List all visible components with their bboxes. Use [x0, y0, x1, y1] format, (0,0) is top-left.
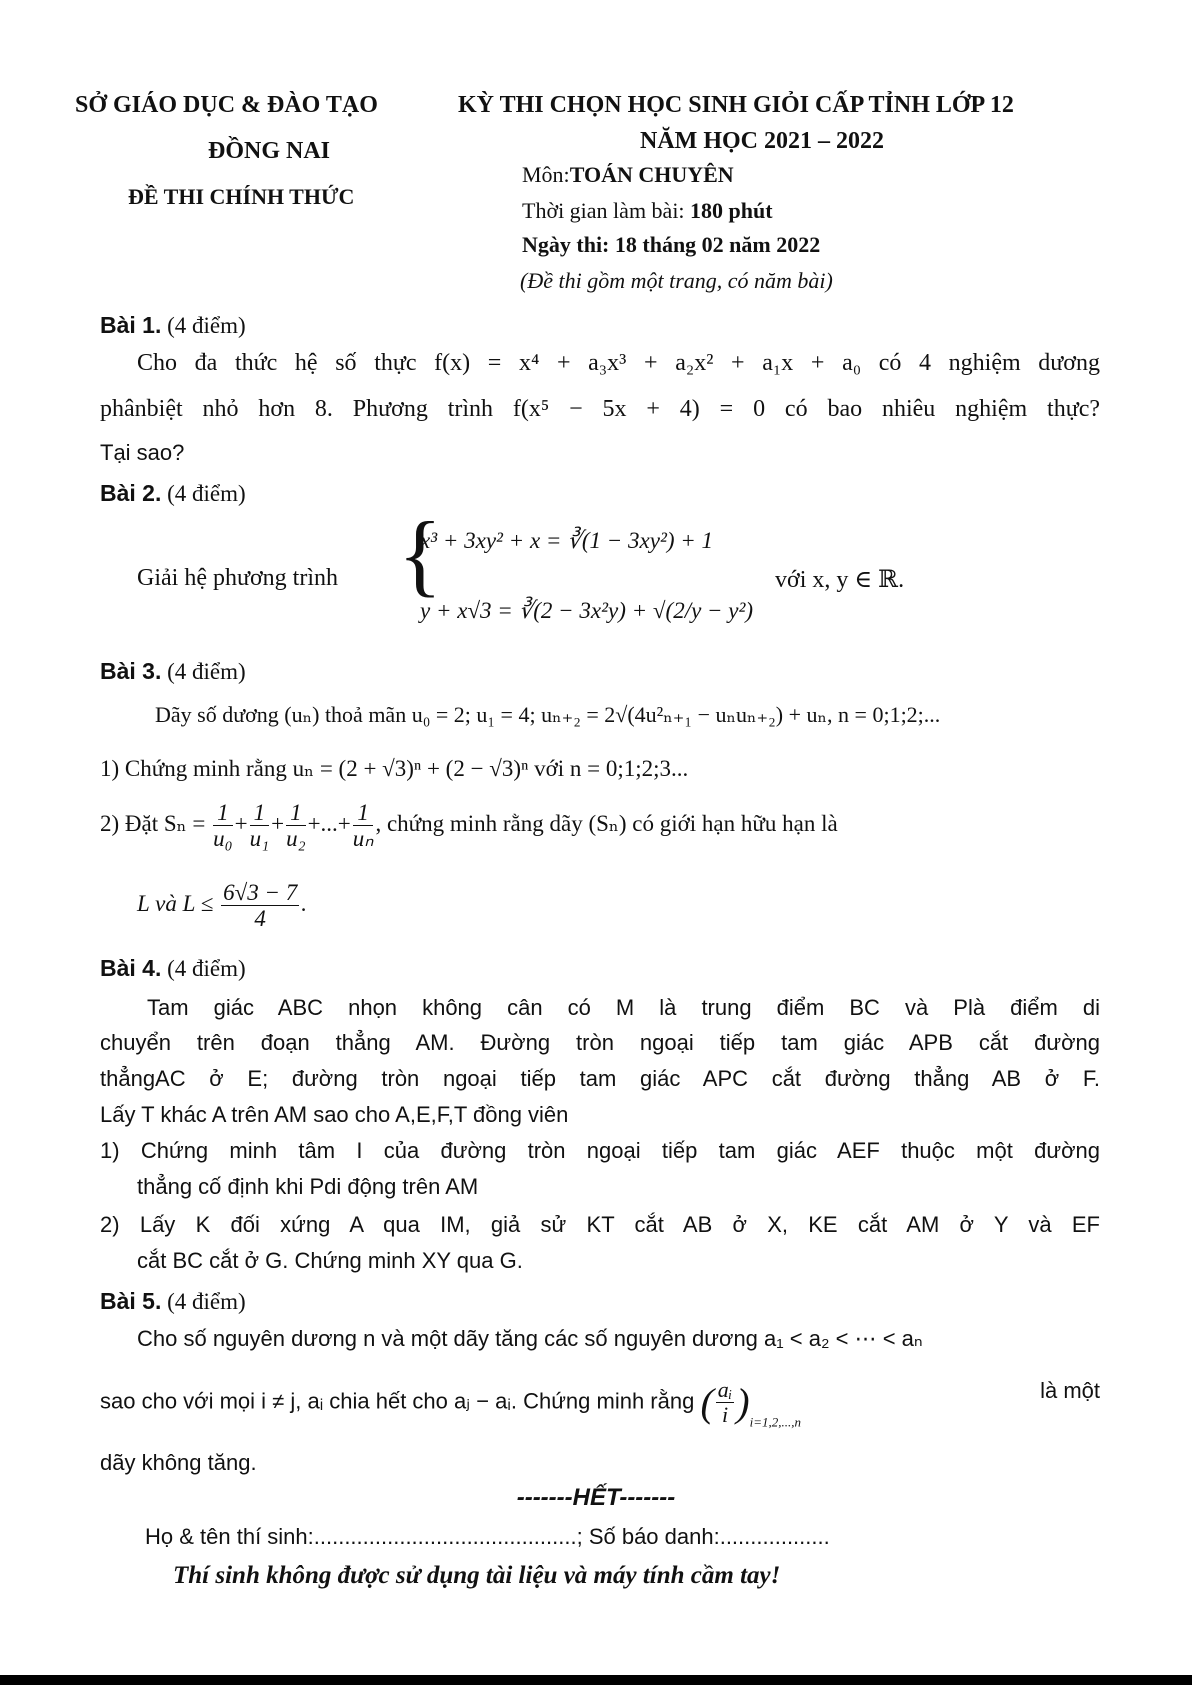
time-label: Thời gian làm bài: — [522, 198, 691, 223]
limit-fraction-num: 6√3 − 7 — [223, 880, 298, 905]
candidate-info-line: Họ & tên thí sinh:...........................................; Số báo danh:.................. — [145, 1524, 830, 1549]
ratio-subscript: i=1,2,...,n — [749, 1414, 801, 1430]
fraction-4-num: 1 — [353, 800, 374, 826]
problem-5-points: (4 điểm) — [167, 1289, 246, 1314]
problem-4-label: Bài 4. — [100, 955, 162, 981]
school-year: NĂM HỌC 2021 – 2022 — [640, 128, 884, 154]
end-marker: -------HẾT------- — [516, 1484, 676, 1511]
problem-3-sum-label: 2) Đặt Sₙ = — [100, 811, 206, 837]
fraction-3 — [286, 800, 306, 852]
problem-3-title — [100, 658, 246, 685]
problem-3-label: Bài 3. — [100, 658, 162, 684]
problem-4-line-1: Tam giác ABC nhọn không cân có M là trung điểm BC và Plà điểm di — [147, 995, 1100, 1020]
fraction-1-den: u₀ — [213, 826, 233, 852]
subject-name: TOÁN CHUYÊN — [569, 162, 734, 187]
problem-2-label: Bài 2. — [100, 480, 162, 506]
fraction-2 — [250, 800, 270, 852]
problem-1-title — [100, 312, 246, 339]
problem-3-points: (4 điểm) — [167, 659, 246, 684]
problem-2-equation-1: x³ + 3xy² + x = ∛(1 − 3xy²) + 1 — [420, 528, 714, 553]
problem-2-tail: với x, y ∈ ℝ. — [775, 567, 905, 593]
subject-label: Môn: — [522, 162, 570, 187]
problem-3-line-1: Dãy số dương (uₙ) thoả mãn u₀ = 2; u₁ = 4; uₙ₊₂ = 2√(4u²ₙ₊₁ − uₙuₙ₊₂) + uₙ, n = 0;1;2;... — [155, 702, 941, 727]
fraction-3-den: u₂ — [286, 826, 306, 852]
right-paren: ) — [736, 1380, 750, 1426]
fraction-3-num: 1 — [286, 800, 306, 826]
problem-2-equation-2: y + x√3 = ∛(2 − 3x²y) + √(2/y − y²) — [420, 598, 754, 623]
limit-fraction — [221, 880, 299, 932]
system-brace: { — [398, 503, 443, 605]
problem-5-label: Bài 5. — [100, 1288, 162, 1314]
exam-note: (Đề thi gồm một trang, có năm bài) — [520, 268, 833, 293]
problem-1-points: (4 điểm) — [167, 313, 246, 338]
ratio-den: i — [721, 1402, 729, 1428]
bottom-bar — [0, 1675, 1192, 1685]
problem-5-line-2-tail: là một — [1040, 1378, 1100, 1403]
problem-2-title — [100, 480, 246, 507]
problem-2-points: (4 điểm) — [167, 481, 246, 506]
fraction-2-den: u₁ — [249, 826, 270, 852]
problem-1-label: Bài 1. — [100, 312, 162, 338]
problem-4-line-4: Lấy T khác A trên AM sao cho A,E,F,T đồng viên — [100, 1102, 569, 1127]
fraction-1-num: 1 — [213, 800, 233, 826]
problem-2-intro: Giải hệ phương trình — [137, 565, 338, 591]
problem-5-title — [100, 1288, 246, 1315]
fraction-1 — [213, 800, 233, 852]
problem-4-line-5: 1) Chứng minh tâm I của đường tròn ngoại tiếp tam giác AEF thuộc một đường — [100, 1138, 1100, 1163]
time-value: 180 phút — [690, 198, 773, 223]
fraction-4-den: uₙ — [352, 826, 374, 852]
problem-4-line-2: chuyển trên đoạn thẳng AM. Đường tròn ngoại tiếp tam giác APB cắt đường — [100, 1030, 1100, 1055]
problem-5-line-2-text: sao cho với mọi i ≠ j, aᵢ chia hết cho aⱼ − aᵢ. Chứng minh rằng — [100, 1388, 695, 1414]
problem-5-line-2 — [100, 1378, 1100, 1431]
problem-5-line-1: Cho số nguyên dương n và một dãy tăng các số nguyên dương a₁ < a₂ < ⋯ < aₙ — [137, 1326, 923, 1351]
exam-date: Ngày thi: 18 tháng 02 năm 2022 — [522, 232, 821, 257]
time-line — [522, 198, 773, 224]
problem-4-line-8: cắt BC cắt ở G. Chứng minh XY qua G. — [137, 1248, 523, 1273]
problem-1-line-2: phânbiệt nhỏ hơn 8. Phương trình f(x⁵ − 5x + 4) = 0 có bao nhiêu nghiệm thực? — [100, 396, 1100, 422]
problem-1-line-1: Cho đa thức hệ số thực f(x) = x⁴ + a₃x³ + a₂x² + a₁x + a₀ có 4 nghiệm dương — [137, 350, 1100, 376]
problem-4-line-7: 2) Lấy K đối xứng A qua IM, giả sử KT cắt AB ở X, KE cắt AM ở Y và EF — [100, 1212, 1100, 1237]
problem-4-points: (4 điểm) — [167, 956, 246, 981]
problem-4-line-6: thẳng cố định khi Pdi động trên AM — [137, 1174, 479, 1199]
department-line1: SỞ GIÁO DỤC & ĐÀO TẠO — [75, 92, 378, 118]
fraction-2-num: 1 — [250, 800, 270, 826]
official-exam-label: ĐỀ THI CHÍNH THỨC — [128, 184, 355, 209]
left-paren: ( — [700, 1380, 714, 1426]
subject-line — [522, 162, 734, 188]
problem-4-line-3: thẳngAC ở E; đường tròn ngoại tiếp tam giác APC cắt đường thẳng AB ở F. — [100, 1066, 1100, 1091]
ratio-num: aᵢ — [717, 1377, 733, 1402]
problem-1-line-3: Tại sao? — [100, 440, 185, 465]
problem-3-line-3-tail: , chứng minh rằng dãy (Sₙ) có giới hạn hữu hạn là — [375, 811, 838, 837]
ratio-fraction — [716, 1378, 734, 1427]
limit-fraction-den: 4 — [254, 906, 266, 932]
problem-3-line-3: 2) Đặt Sₙ = $\frac{1}{\text{u₀}}$ + $\frac{1}{\text{u₁}}$ + $\frac{1}{\text{u₂}}$ +...+ $\frac{1}{\text{uₙ}}$ , chứng minh rằng dãy (Sₙ) có giới hạn hữu hạn là — [100, 800, 838, 852]
problem-3-line-4: L và L ≤ $\frac{6√3 - 7}{4}$ . — [137, 880, 307, 932]
fraction-4 — [353, 800, 374, 852]
limit-label: L và L ≤ — [137, 891, 214, 917]
department-line2: ĐỒNG NAI — [208, 138, 331, 164]
problem-4-title — [100, 955, 246, 982]
exam-title: KỲ THI CHỌN HỌC SINH GIỎI CẤP TỈNH LỚP 12 — [458, 92, 1014, 118]
warning-line: Thí sinh không được sử dụng tài liệu và máy tính cầm tay! — [173, 1562, 781, 1589]
problem-5-line-3: dãy không tăng. — [100, 1450, 257, 1475]
problem-3-line-2: 1) Chứng minh rằng uₙ = (2 + √3)ⁿ + (2 − √3)ⁿ với n = 0;1;2;3... — [100, 756, 689, 781]
